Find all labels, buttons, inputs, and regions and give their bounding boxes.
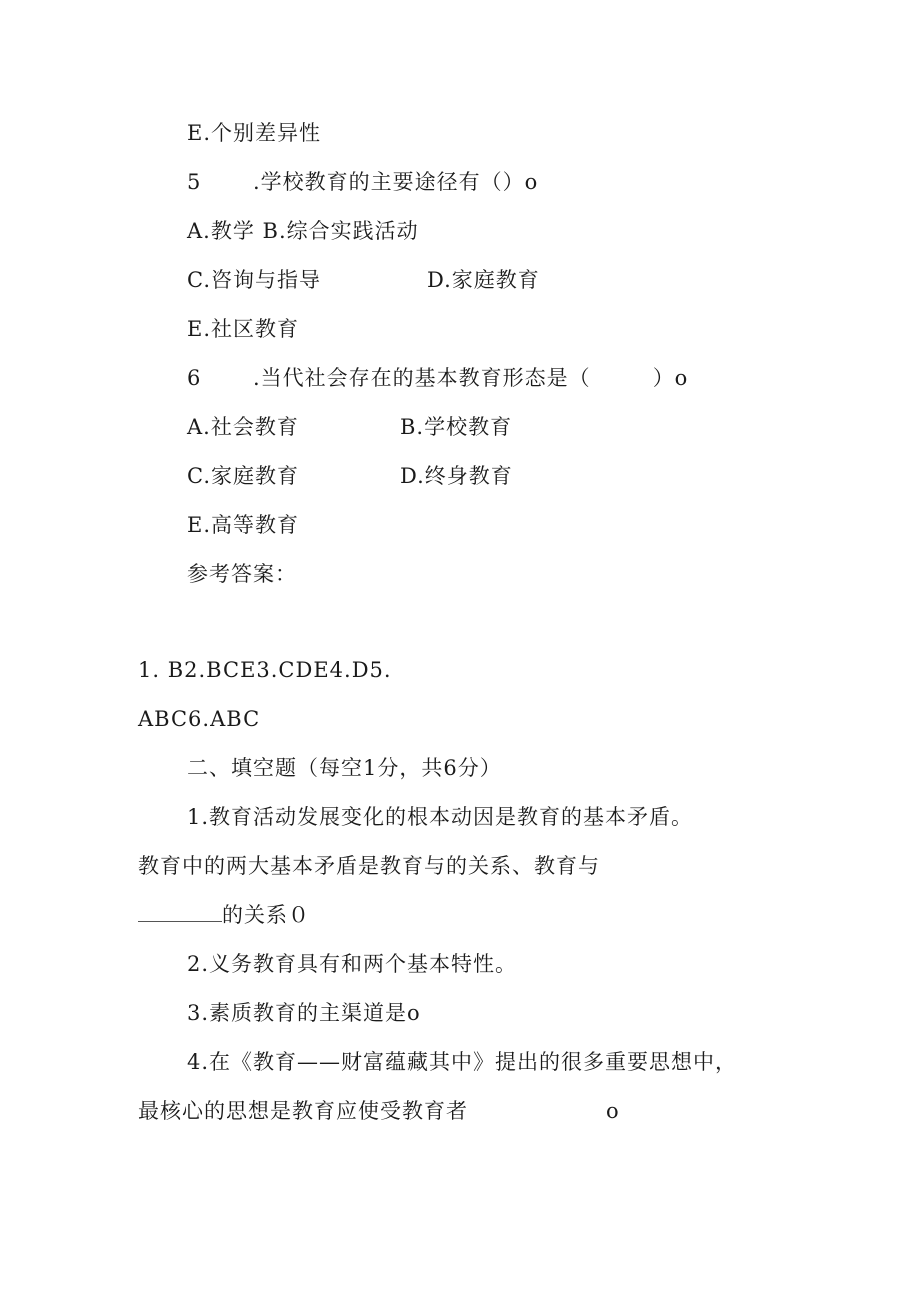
question-6-text: .当代社会存在的基本教育形态是（	[253, 366, 591, 390]
q5-option-ab: A.教学 B.综合实践活动	[187, 219, 419, 243]
q6-option-d: D.终身教育	[400, 464, 513, 488]
q5-option-d: D.家庭教育	[427, 268, 540, 292]
fill-q1-line-2: 教育中的两大基本矛盾是教育与的关系、教育与	[138, 854, 600, 878]
q6-option-a: A.社会教育	[187, 415, 299, 439]
answer-blank	[138, 921, 222, 922]
answers-line-2: ABC6.ABC	[138, 707, 261, 731]
q6-option-e: E.高等教育	[187, 513, 300, 537]
fill-q1-line-3	[138, 900, 310, 930]
question-5-stem	[187, 167, 538, 197]
question-6-text-end: ）o	[652, 366, 689, 390]
fill-q4-line-1: 4.在《教育——财富蕴藏其中》提出的很多重要思想中，	[187, 1050, 738, 1074]
question-6-stem	[187, 363, 688, 393]
fill-q3: 3.素质教育的主渠道是o	[187, 1001, 421, 1025]
fill-q2: 2.义务教育具有和两个基本特性。	[187, 952, 518, 976]
fill-q4-line-2-end: o	[606, 1099, 620, 1123]
q6-option-b: B.学校教育	[400, 415, 513, 439]
fill-q1-line-1: 1.教育活动发展变化的根本动因是教育的基本矛盾。	[187, 805, 694, 829]
question-5-text: .学校教育的主要途径有（）o	[253, 170, 539, 194]
question-5-number: 5	[187, 170, 202, 194]
q4-option-e: E.个别差异性	[187, 121, 322, 145]
question-6-number: 6	[187, 366, 202, 390]
fill-section-heading: 二、填空题（每空1分，共6分）	[187, 756, 502, 780]
answers-line-1: 1. B2.BCE3.CDE4.D5.	[138, 658, 392, 682]
fill-q1-line-3-text: 的关系０	[222, 903, 310, 927]
fill-q4-line-2	[138, 1096, 620, 1126]
answers-heading: 参考答案：	[187, 562, 297, 586]
q5-option-e: E.社区教育	[187, 317, 300, 341]
q5-option-c: C.咨询与指导	[187, 268, 321, 292]
q6-option-c: C.家庭教育	[187, 464, 299, 488]
fill-q4-line-2-text: 最核心的思想是教育应使受教育者	[138, 1099, 468, 1123]
